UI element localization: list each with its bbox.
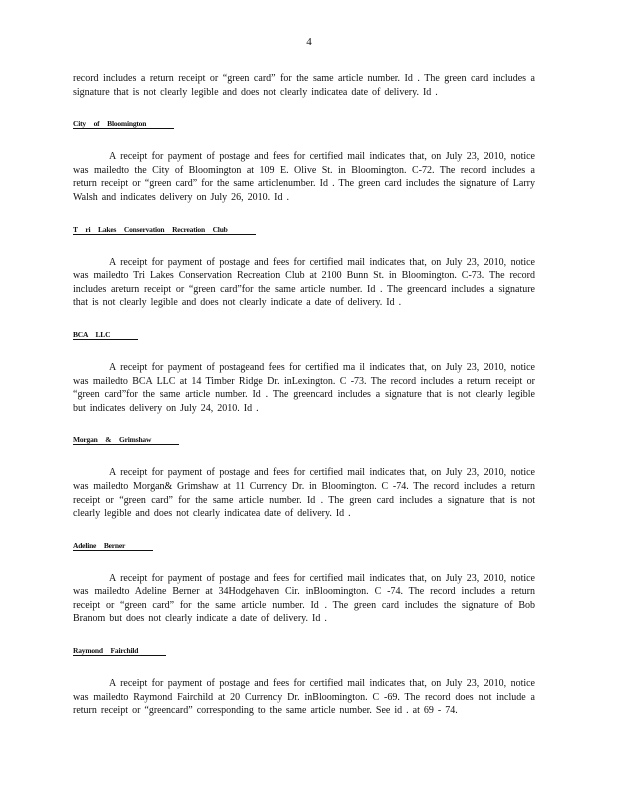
section-raymond-fairchild [73, 646, 535, 718]
section-heading: Morgan & Grimshaw [73, 435, 535, 444]
section-paragraph: A receipt for payment of postageand fees for certified ma il indicates that, on July 23, 2010, notice was mailedto BCA LLC at 14 Timber Ridge Dr. inLexington. C -73. The record includes a return receipt or “green card”for the same article number. Id . The greencard includes a signature that is not clearly legible but indicates delivery on July 24, 2010. Id . [73, 361, 535, 414]
section-tri-lakes [73, 225, 535, 310]
section-heading: BCA LLC [73, 330, 535, 339]
section-morgan-grimshaw [73, 435, 535, 520]
intro-paragraph: record includes a return receipt or “green card” for the same article number. Id . The green card includes a signature that is not clearly legible and does not clearly indicatea date of delivery. Id . [73, 73, 535, 98]
section-heading: City of Bloomington [73, 119, 535, 128]
section-paragraph: A receipt for payment of postage and fees for certified mail indicates that, on July 23, 2010, notice was mailedto the City of Bloomington at 109 E. Olive St. in Bloomington. C-72. The record includes a return receipt or “green card” for the same articlenumber. Id . The green card includes the signature of Larry Walsh and indicates delivery on July 26, 2010. Id . [73, 151, 535, 203]
document-body [73, 72, 535, 718]
section-paragraph: A receipt for payment of postage and fees for certified mail indicates that, on July 23, 2010, notice was mailedto Raymond Fairchild at 20 Currency Dr. inBloomington. C -69. The record does not include a return receipt or “greencard” corresponding to the same article number. See id . at 69 - 74. [73, 678, 535, 717]
section-heading: Adeline Berner [73, 541, 535, 550]
page-number: 4 [306, 36, 312, 48]
section-adeline-berner [73, 541, 535, 626]
section-paragraph: A receipt for payment of postage and fees for certified mail indicates that, on July 23, 2010, notice was mailedto Adeline Berner at 34Hodgehaven Cir. inBloomington. C -74. The record includes a return receipt or “green card” for the same article number. Id . The green card includes the signature of Bob Branom but does not clearly indicate a date of delivery. Id . [73, 572, 535, 625]
section-heading: Raymond Fairchild [73, 646, 535, 655]
section-heading: T ri Lakes Conservation Recreation Club [73, 225, 535, 234]
section-paragraph: A receipt for payment of postage and fees for certified mail indicates that, on July 23, 2010, notice was mailedto Morgan& Grimshaw at 11 Currency Dr. in Bloomington. C -74. The record includes a return receipt or “green card” for the same article number. Id . The green card includes a signature that is not clearly legible and does not clearly indicatea date of delivery. Id . [73, 467, 535, 520]
section-city-of-bloomington [73, 119, 535, 204]
section-paragraph: A receipt for payment of postage and fees for certified mail indicates that, on July 23, 2010, notice was mailedto Tri Lakes Conservation Recreation Club at 2100 Bunn St. in Bloomington. C-73. The record includes areturn receipt or “green card”for the same article number. Id . The greencard includes a signature that is not clearly legible and does not clearly indicate a date of delivery. Id . [73, 256, 535, 309]
section-bca-llc [73, 330, 535, 415]
